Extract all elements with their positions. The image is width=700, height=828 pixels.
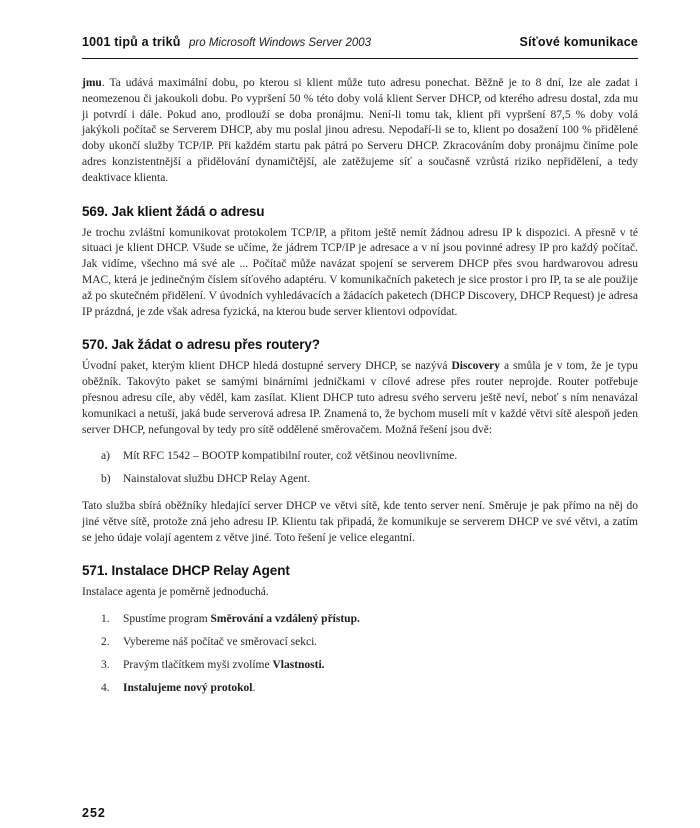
step-text-3: [123, 658, 638, 674]
step-3-bold: Vlastnosti.: [272, 658, 325, 671]
step-item-1: [82, 612, 638, 628]
page-number: 252: [82, 806, 106, 820]
section-570-text-pre: Úvodní paket, kterým klient DHCP hledá dostupné servery DHCP, se nazývá: [82, 360, 452, 373]
step-marker-2: 2.: [101, 635, 110, 648]
step-2-pre: Vybereme náš počítač ve směrovací sekci.: [123, 635, 318, 648]
step-3-pre: Pravým tlačítkem myši zvolíme: [123, 658, 273, 671]
section-570-bold-discovery: Discovery: [451, 360, 501, 373]
step-1-bold: Směrování a vzdálený přístup.: [210, 613, 360, 626]
intro-lead-bold: jmu: [82, 77, 102, 89]
intro-text: . Ta udává maximální dobu, po kterou si klient může tuto adresu ponechat. Běžně je to 8 dní, lze ale zadat i neomezenou či jakoukoli dobu. Po vypršení 50 % této doby volá klient Server DHCP, od kterého adresu dostal, zda mu ji potvrdí i dále. Pokud ano, prodlouží se doba pronájmu. Není-li tomu tak, klient při vypršení 87,5 % doby volá jakýkoli počítač se Serverem DHCP, aby mu poslal jinou adresu. Nepodaří-li se to, klient po dosažení 100 % přidělené doby ukončí služby TCP/IP. Při každém startu pak pátrá po Serveru DHCP. Zkracováním doby pronájmu činíme pole adres konzistentnější a přidělování dynamičtější, ale zatěžujeme síť a současně vzrůstá riziko nepřidělení, a tedy deaktivace klienta.: [82, 77, 638, 184]
section-571-intro: Instalace agenta je poměrně jednoduchá.: [82, 586, 269, 599]
section-570-text-post: a smůla je v tom, že je typu oběžník. Takovýto paket se samými binárními jedničkami v cílové adrese přes router neprojde. Router potřebuje přesnou adresu cíle, aby věděl, kam zasílat. Klient DHCP tuto adresu svého serveru ještě neví, neboť s ním nenavázal komunikaci a netuší, jaká bude serverová adresa IP. Znamená to, že bychom museli mít v každé větvi sítě alespoň jeden server DHCP, nefungoval by tedy pro sítě oddělené směrovačem. Možná řešení jsou dvě:: [82, 360, 639, 436]
option-text-a: Mít RFC 1542 – BOOTP kompatibilní router, což většinou neovlivníme.: [123, 450, 458, 463]
section-571-heading: 571. Instalace DHCP Relay Agent: [82, 563, 290, 579]
page-content: [82, 33, 638, 707]
running-head-left: [82, 33, 371, 51]
running-head: [82, 33, 638, 59]
section-569-body: Je trochu zvláštní komunikovat protokolem TCP/IP, a přitom ještě nemít žádnou adresu IP k dispozici. A přesně v té situaci je klient DHCP. Všude se učíme, že jádrem TCP/IP je adresace a v ní jsou povinné adresy IP pro každý počítač. Jak vidíme, všechno má své ale ... Počítač může navázat spojení se serverem DHCP přes svou hardwarovou adresu MAC, která je jedinečným číslem síťového adaptéru. V komunikačních paketech je sice prostor i pro IP, ta se ale použije až po skutečném přidělení. V úvodních vyhledávacích a žádacích paketech (DHCP Discovery, DHCP Request) je adresa IP prázdná, je zde však adresa fyzická, na kterou bude server klientovi odpovídat.: [82, 226, 638, 318]
book-title: 1001 tipů a triků: [82, 35, 181, 49]
section-570-paragraph-2: Tato služba sbírá oběžníky hledající server DHCP ve větvi sítě, kde tento server není. Směruje je pak přímo na něj do jiné větve sítě, protože zná jeho adresu IP. Klientu tak připadá, že komunikuje se serverem DHCP ve své větvi, a zatím se jeho údaje volají agentem z větve jiné. Toto řešení je velice elegantní.: [82, 499, 638, 544]
section-571-step-list: [82, 612, 638, 696]
step-marker-1: 1.: [101, 613, 110, 626]
step-item-4: [82, 681, 638, 697]
option-marker-b: b): [101, 473, 111, 486]
option-item-b: [82, 472, 638, 488]
step-text-4: [123, 681, 638, 697]
step-marker-4: 4.: [101, 681, 110, 694]
option-marker-a: a): [101, 450, 110, 463]
step-4-post: .: [252, 681, 256, 694]
section-570-paragraph-1: [82, 359, 638, 438]
chapter-title: Síťové komunikace: [519, 35, 638, 49]
section-570-heading: 570. Jak žádat o adresu přes routery?: [82, 337, 320, 353]
step-item-3: [82, 658, 638, 674]
step-item-2: [82, 635, 638, 651]
book-subtitle: pro Microsoft Windows Server 2003: [189, 37, 372, 49]
step-marker-3: 3.: [101, 658, 110, 671]
section-569-heading: 569. Jak klient žádá o adresu: [82, 203, 265, 219]
option-text-b: Nainstalovat službu DHCP Relay Agent.: [123, 473, 311, 486]
step-text-2: [123, 635, 638, 651]
step-4-bold: Instalujeme nový protokol: [123, 681, 253, 694]
option-item-a: [82, 449, 638, 465]
step-1-pre: Spustíme program: [123, 613, 211, 626]
step-text-1: [123, 612, 638, 628]
intro-paragraph: [82, 76, 638, 187]
section-570-option-list: [82, 449, 638, 488]
